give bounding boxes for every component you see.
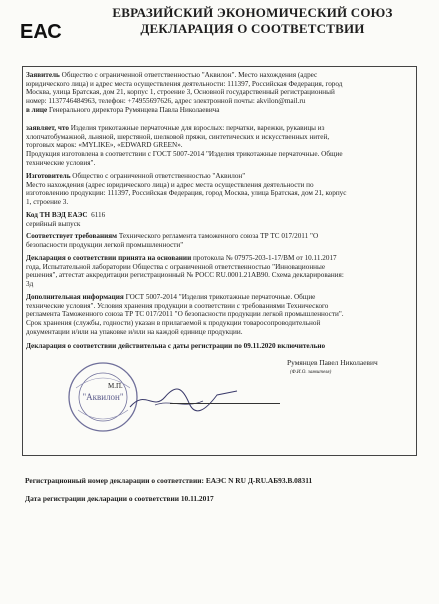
- manufacturer-block: Изготовитель Общество с ограниченной ответственностью "Аквилон" Место нахождения (адрес юридического лица) и адрес места осуществления деятельности по изготовлению продукции: 111397, Российская Федерация, город Москва, улица Братская, дом 21, корпус 1, строение 3.: [26, 172, 347, 207]
- registration-number-value: ЕАЭС N RU Д-RU.АБ93.В.08311: [205, 476, 313, 485]
- hs-code-block: [26, 211, 414, 228]
- additional-info-label: Дополнительная информация: [26, 293, 124, 301]
- signatory-name: Румянцев Павел Николаевич: [287, 358, 378, 367]
- manufacturer-label: Изготовитель: [26, 172, 71, 180]
- declares-block: заявляет, что Изделия трикотажные перчаточные для взрослых: перчатки, варежки, рукавицы из хлопчатобумажной, льняной, шерстяной, шелковой пряжи, синтетических и искусственных нитей, торговых марок: «MYLIKE», «EDWARD GREEN». Продукция изготовлена в соответствии с ГОСТ 5007-2014 "Изделия трикотажные перчаточные. Общие технические условия".: [26, 124, 343, 167]
- additional-info-block: Дополнительная информация ГОСТ 5007-2014 "Изделия трикотажные перчаточные. Общие технические условия". Условия хранения продукции в соответствии с требованиями Технического регламента Таможенного союза ТР ТС 017/2011 "О безопасности продукции легкой промышленности". Срок хранения (службы, годности) указан в прилагаемой к продукции товаросопроводительной документации и/или на упаковке и/или на каждой единице продукции.: [26, 293, 344, 336]
- basis-label: Декларация о соответствии принята на основании: [26, 254, 192, 262]
- registration-number: Регистрационный номер декларации о соответствии: ЕАЭС N RU Д-RU.АБ93.В.08311: [25, 476, 313, 485]
- serial-release: серийный выпуск: [26, 219, 81, 228]
- registration-date: Дата регистрации декларации о соответствии 10.11.2017: [25, 494, 214, 503]
- stamp-place-mark: М.П.: [108, 382, 123, 390]
- hs-code-label: Код ТН ВЭД ЕАЭС: [26, 211, 88, 219]
- header-title: ДЕКЛАРАЦИЯ О СООТВЕТСТВИИ: [140, 21, 365, 36]
- validity-block: [26, 342, 414, 351]
- requirements-block: Соответствует требованиям Технического регламента таможенного союза ТР ТС 017/2011 "О безопасности продукции легкой промышленности": [26, 232, 319, 249]
- hs-code-value: 6116: [91, 211, 106, 219]
- applicant-label: Заявитель: [26, 71, 60, 79]
- svg-text:"Аквилон": "Аквилон": [82, 392, 124, 402]
- basis-block: Декларация о соответствии принята на основании протокола № 07975-203-1-17/ВМ от 10.11.2017 года, Испытательной лаборатории Общества с ограниченной ответственностью "Инновационные решения", аттестат аккредитации регистрационный № РОСС RU.0001.21АВ90. Схема декларирования: 3д: [26, 254, 344, 289]
- registration-date-value: 10.11.2017: [180, 494, 214, 503]
- eac-logo: [20, 20, 62, 43]
- declares-label: заявляет, что: [26, 124, 69, 132]
- requirements-label: Соответствует требованиям: [26, 232, 118, 240]
- signature-scribble: [125, 385, 245, 415]
- header-union: ЕВРАЗИЙСКИЙ ЭКОНОМИЧЕСКИЙ СОЮЗ: [112, 5, 393, 20]
- signatory-caption: (Ф.И.О. заявителя): [290, 370, 332, 375]
- svg-text:ЕАС: ЕАС: [20, 21, 62, 43]
- document-header: [80, 5, 425, 37]
- applicant-block: Заявитель Общество с ограниченной ответственностью "Аквилон". Место нахождения (адрес юридического лица) и адрес места осуществления деятельности: 111397, Российская Федерация, город Москва, улица Братская, дом 21, корпус 1, строение 3, Основной государственный регистрационный номер: 1137746484963, телефон: +74955697626, адрес электронной почты: akvilon@mail.ru в лице Генерального директора Румянцева Павла Николаевича: [26, 71, 343, 114]
- validity-label: Декларация о соответствии действительна с даты регистрации по 09.11.2020 включительно: [26, 342, 326, 350]
- signature-line: [170, 403, 280, 404]
